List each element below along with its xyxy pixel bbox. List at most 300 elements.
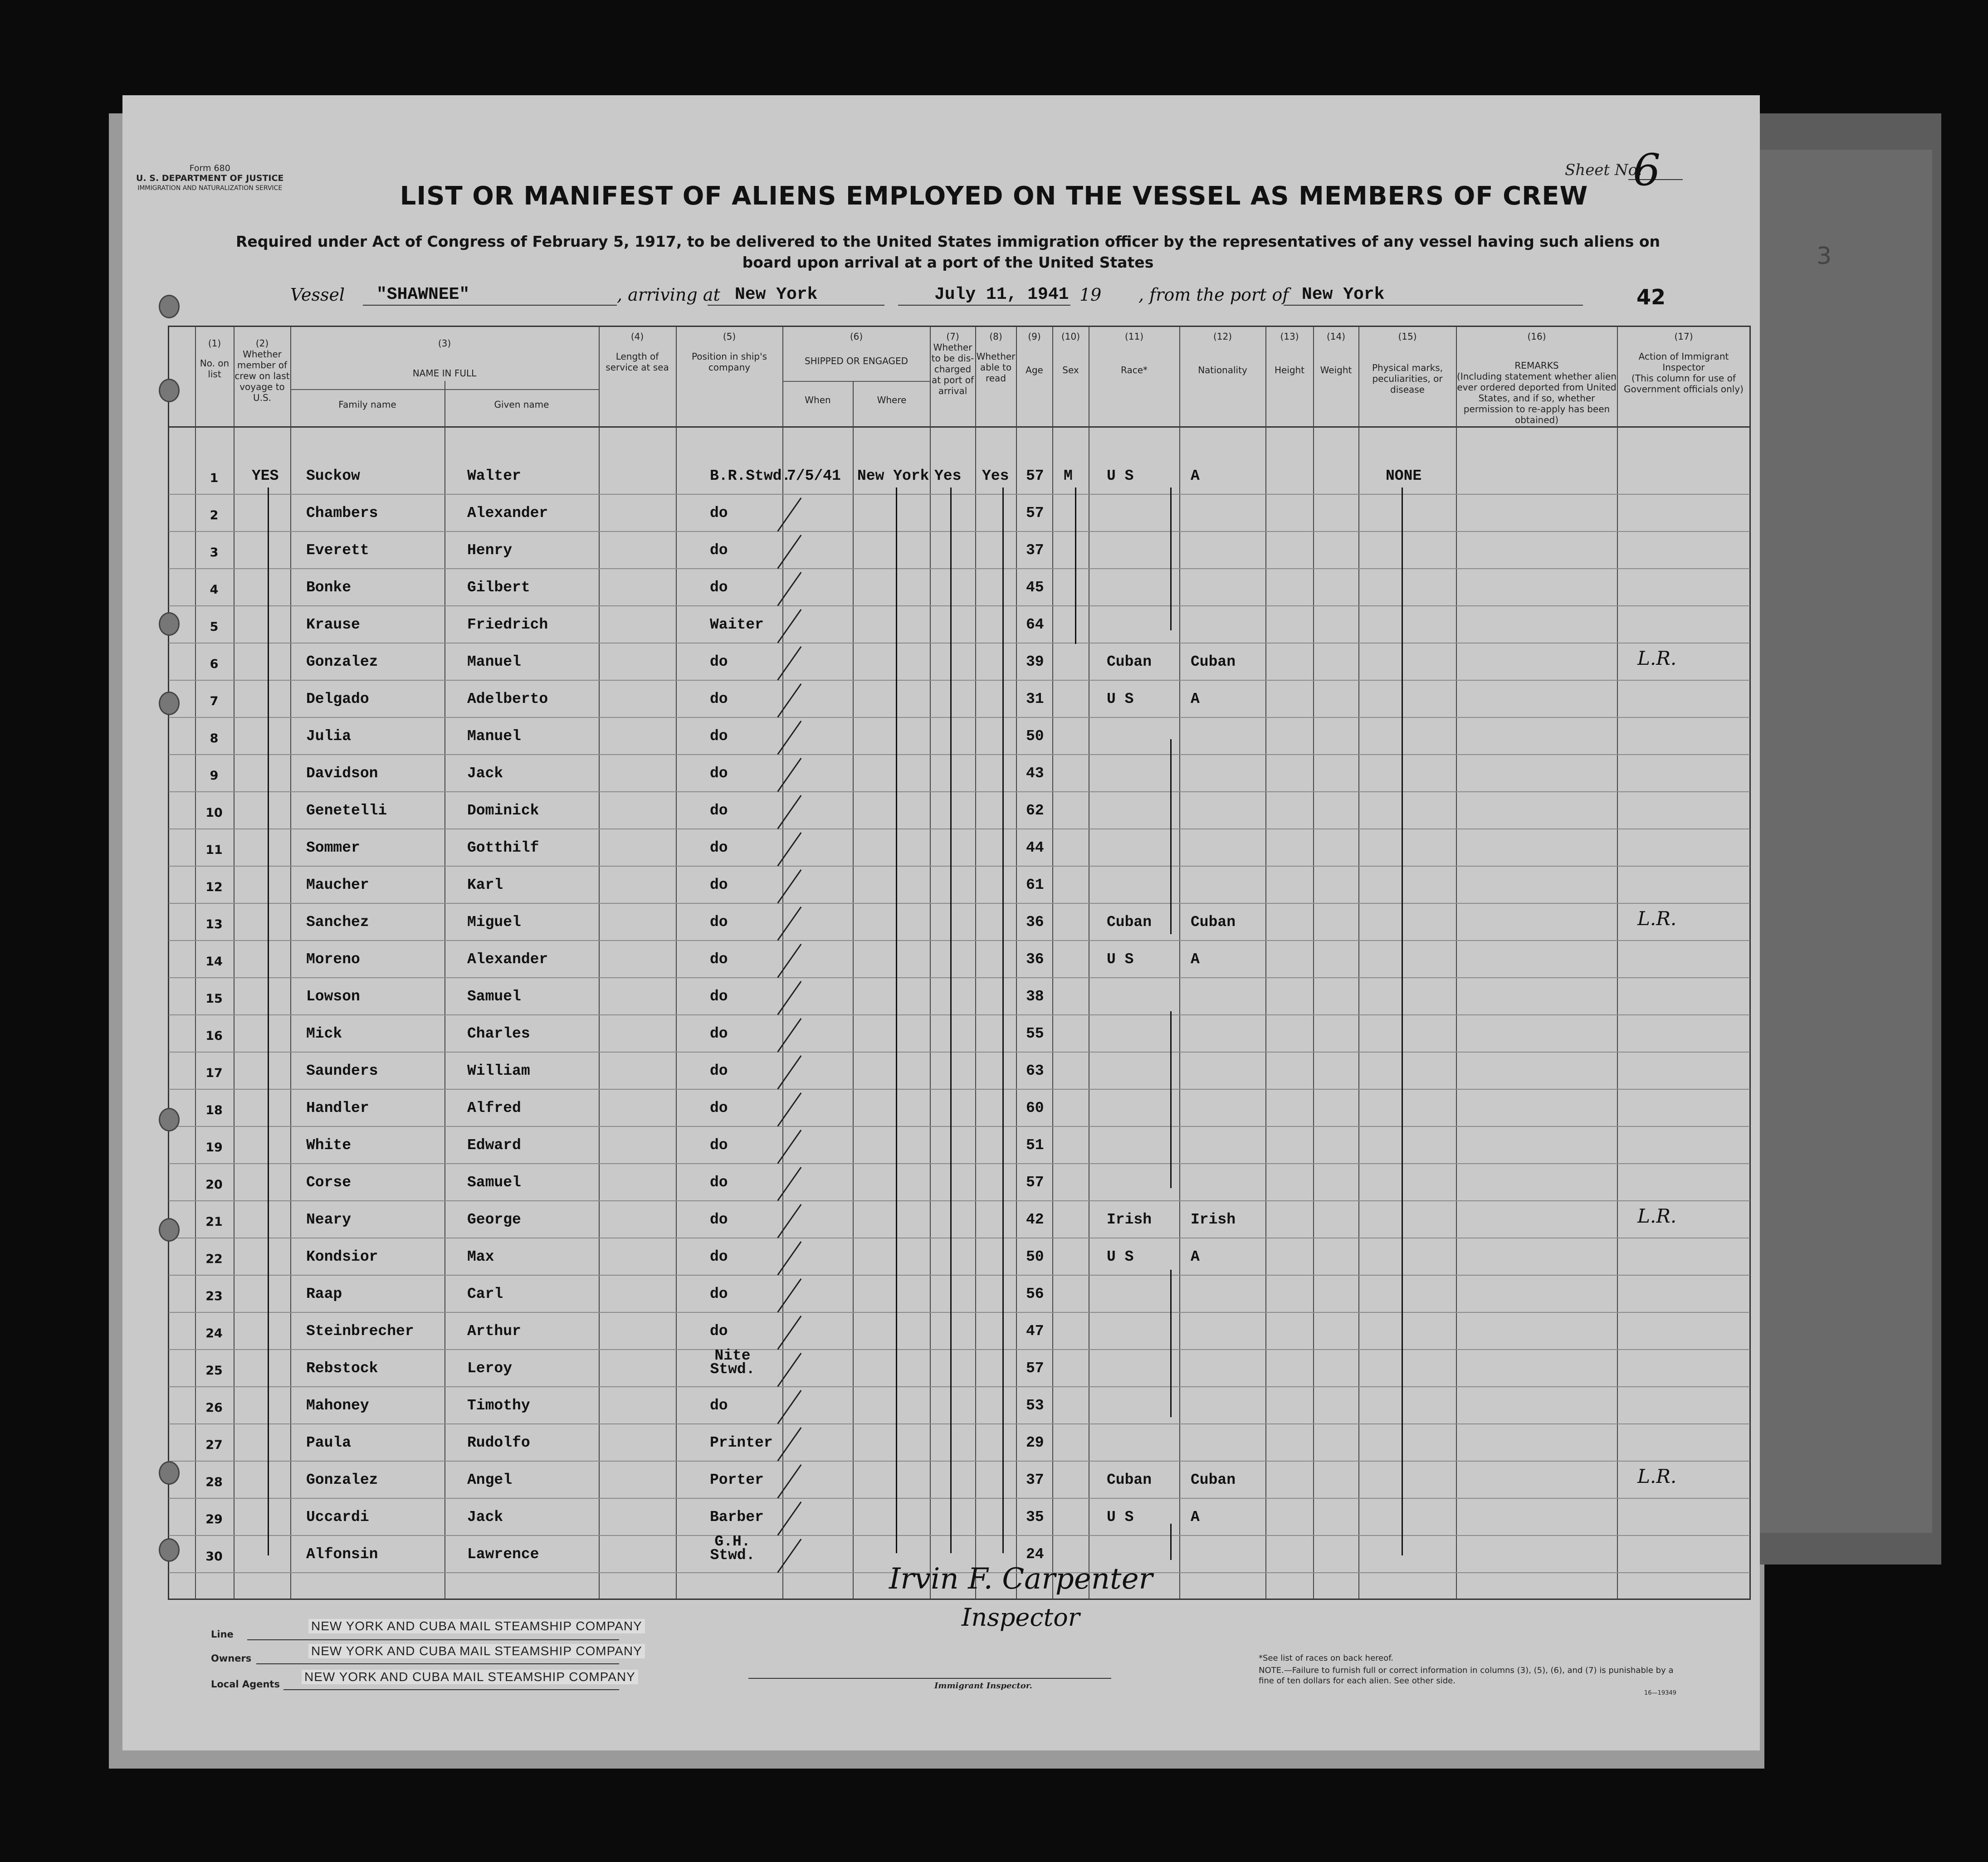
col15-num: (15) [1398,331,1417,342]
col-divider [1313,327,1314,1599]
cell-age: 39 [1026,653,1044,670]
row-rule [169,1275,1750,1276]
cell-age: 43 [1026,765,1044,782]
col-divider [1358,327,1359,1599]
cell-age: 35 [1026,1509,1044,1526]
row-number: 20 [205,1178,223,1192]
cell-family: Neary [306,1211,352,1228]
col-divider [195,327,196,1599]
cell-family: Sommer [306,839,360,856]
cell-family: Suckow [306,468,360,484]
cell-given: Arthur [467,1323,521,1340]
cell-family: Everett [306,542,369,559]
cell-position: do [710,728,728,745]
cell-age: 63 [1026,1063,1044,1079]
header-divider [168,426,1751,428]
col5-num: (5) [723,331,736,342]
cell-position: do [710,1323,728,1340]
department: U. S. DEPARTMENT OF JUSTICE [136,173,284,183]
cell-given: Samuel [467,1174,521,1191]
cell-given: Samuel [467,988,521,1005]
cell-position: Nite Stwd. [710,1347,755,1378]
cell-given: Adelberto [467,691,548,707]
cell-family: Steinbrecher [306,1323,414,1340]
row-number: 21 [205,1215,223,1229]
cell-position: Barber [710,1509,764,1526]
col-divider [1052,327,1053,1599]
binder-hole [159,692,180,715]
cell-family: Davidson [306,765,378,782]
row-number: 10 [205,806,223,820]
row-rule [169,1386,1750,1387]
cell-position: Waiter [710,616,764,633]
row-rule [169,754,1750,755]
year-label: 19 [1079,285,1102,305]
row-rule [169,717,1750,718]
cell-given: Friedrich [467,616,548,633]
cell-family: Maucher [306,877,369,893]
cell-position: do [710,765,728,782]
col13-label: Height [1274,365,1305,375]
cell-position: do [710,1063,728,1079]
cell-position: do [710,691,728,707]
col-divider [975,327,976,1599]
cell-family: Rebstock [306,1360,378,1377]
col12-label: Nationality [1198,365,1247,375]
cell-given: Gilbert [467,579,530,596]
line-underline [247,1639,619,1640]
cell-sex: M [1064,468,1073,484]
from-port: New York [1302,285,1385,304]
cell-family: Mahoney [306,1397,369,1414]
cell-family: Genetelli [306,802,387,819]
immigrant-inspector-label: Immigrant Inspector. [934,1681,1032,1691]
cell-family: Raap [306,1286,342,1302]
cell-age: 64 [1026,616,1044,633]
cell-family: Moreno [306,951,360,968]
col7-label: Whether to be dis-charged at port of arrival [931,342,974,396]
vessel-underline [363,305,617,306]
row-rule [169,1163,1750,1164]
row-rule [169,1089,1750,1090]
owners-label: Owners [211,1653,252,1664]
row-rule [169,568,1750,569]
inspector-action: L.R. [1637,647,1677,669]
shipped-subheader-line [782,381,930,382]
col-divider [853,381,854,1599]
ditto-mark [1075,487,1076,644]
cell-nationality: A [1191,1248,1200,1265]
cell-race: U S [1107,691,1134,707]
ditto-mark [1170,1524,1172,1560]
cell-age: 60 [1026,1100,1044,1116]
cell-family: Gonzalez [306,1472,378,1488]
cell-read: Yes [982,468,1009,484]
cell-age: 50 [1026,728,1044,745]
col-divider [1265,327,1266,1599]
inspector-action: L.R. [1637,1465,1677,1487]
cell-given: George [467,1211,521,1228]
arrival-date: July 11, 1941 [934,285,1069,304]
row-number: 26 [205,1401,223,1415]
col9-label: Age [1026,365,1043,375]
col11-num: (11) [1124,331,1144,342]
row-number: 28 [205,1475,223,1489]
row-number: 3 [210,546,219,560]
row-number: 1 [210,471,219,485]
col9-num: (9) [1028,331,1041,342]
col3-given: Given name [494,399,549,410]
cell-race: U S [1107,1509,1134,1526]
cell-position: Printer [710,1434,773,1451]
cell-family: Chambers [306,505,378,522]
cell-race: U S [1107,468,1134,484]
page-title: LIST OR MANIFEST OF ALIENS EMPLOYED ON THE VESSEL AS MEMBERS OF CREW [400,181,1588,211]
col17-label: Action of Immigrant Inspector [1638,351,1729,373]
manifest-table [168,326,1751,1600]
binder-hole [159,1218,180,1242]
from-underline [1284,305,1583,306]
cell-age: 57 [1026,505,1044,522]
cell-given: Jack [467,765,503,782]
row-rule [169,1126,1750,1127]
cell-given: Rudolfo [467,1434,530,1451]
binder-hole [159,379,180,402]
cell-given: Edward [467,1137,521,1154]
row-rule [169,791,1750,792]
row-rule [169,1423,1750,1424]
row-number: 13 [205,917,223,931]
vessel-label: Vessel [290,285,345,305]
cell-position: do [710,988,728,1005]
binder-hole [159,1461,180,1485]
date-underline [898,305,1070,306]
cell-family: Krause [306,616,360,633]
row-number: 30 [205,1550,223,1564]
row-number: 11 [205,843,223,857]
print-code: 16—19349 [1644,1690,1676,1696]
cell-race: U S [1107,951,1134,968]
owners-stamp: NEW YORK AND CUBA MAIL STEAMSHIP COMPANY [308,1644,645,1658]
cell-family: Sanchez [306,914,369,931]
cell-given: Karl [467,877,503,893]
name-subheader-line [290,389,599,390]
ditto-mark [950,487,952,1553]
ditto-mark [1170,1270,1172,1417]
col-divider [1617,327,1618,1599]
row-number: 17 [205,1066,223,1080]
cell-given: Manuel [467,728,521,745]
cell-position: do [710,1286,728,1302]
cell-nationality: A [1191,951,1200,968]
cell-race: U S [1107,1248,1134,1265]
agents-underline [283,1689,619,1690]
row-number: 9 [210,769,219,783]
cell-family: Kondsior [306,1248,378,1265]
col1-label: No. on list [200,358,230,380]
cell-given: Max [467,1248,494,1265]
cell-family: Bonke [306,579,352,596]
service: IMMIGRATION AND NATURALIZATION SERVICE [137,185,283,192]
form-number: Form 680 [189,163,230,173]
row-rule [169,866,1750,867]
cell-position: B.R.Stwd. [710,468,791,484]
agents-label: Local Agents [211,1679,280,1690]
ditto-mark [268,487,269,1555]
line-label: Line [211,1629,234,1640]
row-rule [169,1498,1750,1499]
cell-position: do [710,951,728,968]
col14-label: Weight [1320,365,1352,375]
cell-position: do [710,579,728,596]
cell-position: do [710,1397,728,1414]
row-rule [169,1535,1750,1536]
cell-nationality: A [1191,1509,1200,1526]
row-number: 2 [210,508,219,522]
cell-age: 29 [1026,1434,1044,1451]
penalty-note: NOTE.—Failure to furnish full or correct information in columns (3), (5), (6), and (7) is punishable by a fine of ten dollars for each alien. See other side. [1259,1666,1674,1686]
cell-age: 57 [1026,468,1044,484]
cell-marks: NONE [1386,468,1422,484]
arriving-port: New York [735,285,818,304]
cell-age: 44 [1026,839,1044,856]
cell-given: Alexander [467,505,548,522]
cell-family: Lowson [306,988,360,1005]
col7-num: (7) [946,331,959,342]
row-number: 7 [210,694,219,708]
cell-age: 50 [1026,1248,1044,1265]
cell-family: Saunders [306,1063,378,1079]
cell-position: do [710,802,728,819]
row-rule [169,680,1750,681]
vessel-name: "SHAWNEE" [376,285,470,304]
row-rule [169,977,1750,978]
cell-when: 7/5/41 [787,468,841,484]
cell-race: Cuban [1107,1472,1152,1488]
cell-given: Miguel [467,914,521,931]
arriving-underline [708,305,884,306]
row-rule [169,1200,1750,1201]
col-divider [1016,327,1017,1599]
cell-age: 53 [1026,1397,1044,1414]
col14-num: (14) [1326,331,1346,342]
binder-hole [159,295,180,318]
col-divider [1179,327,1180,1599]
ditto-mark [1170,487,1172,630]
inspector-action: L.R. [1637,907,1677,930]
cell-age: 56 [1026,1286,1044,1302]
row-rule [169,1052,1750,1053]
cell-position: do [710,542,728,559]
cell-age: 38 [1026,988,1044,1005]
cell-where: New York [857,468,929,484]
cell-given: Manuel [467,653,521,670]
col16-label: REMARKS [1514,360,1559,371]
row-number: 6 [210,657,219,671]
col-divider [782,327,783,1599]
col8-num: (8) [989,331,1002,342]
cell-age: 51 [1026,1137,1044,1154]
cell-position: do [710,877,728,893]
page-number: 42 [1636,285,1666,309]
col-divider [444,381,445,1599]
cell-nationality: Cuban [1191,914,1236,931]
ditto-mark [1002,487,1004,1553]
cell-nationality: Irish [1191,1211,1236,1228]
cell-position: G.H. Stwd. [710,1533,755,1564]
cell-position: do [710,839,728,856]
row-rule [169,1349,1750,1350]
cell-age: 47 [1026,1323,1044,1340]
cell-given: Charles [467,1025,530,1042]
cell-age: 36 [1026,914,1044,931]
row-number: 14 [205,955,223,969]
cell-discharged: Yes [934,468,962,484]
signature-line [748,1678,1111,1679]
cell-nationality: A [1191,468,1200,484]
sheet-label: Sheet No. [1565,161,1642,179]
owners-underline [256,1663,619,1664]
cell-family: Corse [306,1174,352,1191]
cell-family: Mick [306,1025,342,1042]
from-label: , from the port of [1138,285,1289,305]
col11-label: Race* [1120,365,1148,375]
col-divider [290,327,291,1599]
cell-position: do [710,914,728,931]
cell-last: YES [252,468,279,484]
cell-family: Paula [306,1434,352,1451]
col16-num: (16) [1527,331,1546,342]
row-number: 5 [210,620,219,634]
cell-position: do [710,653,728,670]
ditto-mark [1402,487,1403,1555]
cell-age: 61 [1026,877,1044,893]
cell-age: 24 [1026,1546,1044,1563]
row-rule [169,1312,1750,1313]
col2-label: Whether member of crew on last voyage to U.S. [234,349,290,403]
cell-family: Gonzalez [306,653,378,670]
row-number: 8 [210,731,219,746]
row-number: 24 [205,1326,223,1340]
cell-given: Walter [467,468,521,484]
row-rule [169,494,1750,495]
ditto-mark [1170,1011,1172,1188]
cell-family: Julia [306,728,352,745]
col10-num: (10) [1061,331,1080,342]
cell-age: 57 [1026,1174,1044,1191]
col17-sub: (This column for use of Government officials only) [1624,373,1744,395]
cell-given: Dominick [467,802,539,819]
cell-age: 36 [1026,951,1044,968]
cell-family: Alfonsin [306,1546,378,1563]
cell-age: 62 [1026,802,1044,819]
row-rule [169,605,1750,606]
cell-age: 42 [1026,1211,1044,1228]
col3-family: Family name [338,399,396,410]
cell-age: 37 [1026,542,1044,559]
col6-label: SHIPPED OR ENGAGED [804,356,909,366]
agents-stamp: NEW YORK AND CUBA MAIL STEAMSHIP COMPANY [302,1670,638,1684]
races-note: *See list of races on back hereof. [1259,1653,1393,1663]
col6-where: Where [877,395,907,405]
row-number: 4 [210,583,219,597]
cell-position: do [710,1174,728,1191]
cell-race: Cuban [1107,914,1152,931]
cell-race: Irish [1107,1211,1152,1228]
col13-num: (13) [1280,331,1299,342]
cell-age: 57 [1026,1360,1044,1377]
ditto-mark [1170,739,1172,934]
cell-age: 31 [1026,691,1044,707]
col2-num: (2) [255,338,269,349]
row-number: 15 [205,992,223,1006]
cell-family: Handler [306,1100,369,1116]
cell-given: Angel [467,1472,513,1488]
row-number: 22 [205,1252,223,1266]
cell-nationality: A [1191,691,1200,707]
cell-given: Leroy [467,1360,513,1377]
cell-position: do [710,1137,728,1154]
cell-given: Timothy [467,1397,530,1414]
col4-num: (4) [630,331,644,342]
cell-given: Gotthilf [467,839,539,856]
col-divider [1456,327,1457,1599]
sheet-number: 6 [1633,145,1661,195]
col5-label: Position in ship's company [691,351,767,373]
row-number: 29 [205,1512,223,1526]
cell-family: Delgado [306,691,369,707]
cell-age: 55 [1026,1025,1044,1042]
line-stamp: NEW YORK AND CUBA MAIL STEAMSHIP COMPANY [308,1619,645,1633]
col6-when: When [805,395,831,405]
inspector-action: L.R. [1637,1205,1677,1227]
cell-given: Carl [467,1286,503,1302]
cell-nationality: Cuban [1191,653,1236,670]
cell-given: Jack [467,1509,503,1526]
cell-family: Uccardi [306,1509,369,1526]
col8-label: Whether able to read [976,351,1016,384]
page-subtitle: Required under Act of Congress of February 5, 1917, to be delivered to the United States immigration officer by the representatives of any vessel having such aliens on board upon arrival at a port of the United States [235,233,1661,271]
col12-num: (12) [1213,331,1232,342]
row-number: 12 [205,880,223,894]
cell-family: White [306,1137,352,1154]
col3-label: NAME IN FULL [412,368,477,379]
binder-hole [159,1538,180,1562]
col6-num: (6) [850,331,863,342]
arriving-label: , arriving at [617,285,720,305]
inspector-signature: Irvin F. Carpenter [889,1562,1153,1596]
col1-num: (1) [208,338,221,349]
cell-nationality: Cuban [1191,1472,1236,1488]
ditto-mark [896,487,897,1553]
row-rule [169,1014,1750,1015]
row-number: 19 [205,1141,223,1155]
cell-position: do [710,505,728,522]
inspector-title-handwritten: Inspector [962,1603,1080,1632]
margin-mark: 3 [1817,243,1832,270]
row-number: 27 [205,1438,223,1452]
col-divider [930,327,931,1599]
cell-age: 45 [1026,579,1044,596]
col10-label: Sex [1062,365,1079,375]
cell-given: Alexander [467,951,548,968]
row-rule [169,940,1750,941]
cell-race: Cuban [1107,653,1152,670]
col17-num: (17) [1674,331,1693,342]
cell-given: Lawrence [467,1546,539,1563]
row-number: 18 [205,1103,223,1117]
row-rule [169,903,1750,904]
